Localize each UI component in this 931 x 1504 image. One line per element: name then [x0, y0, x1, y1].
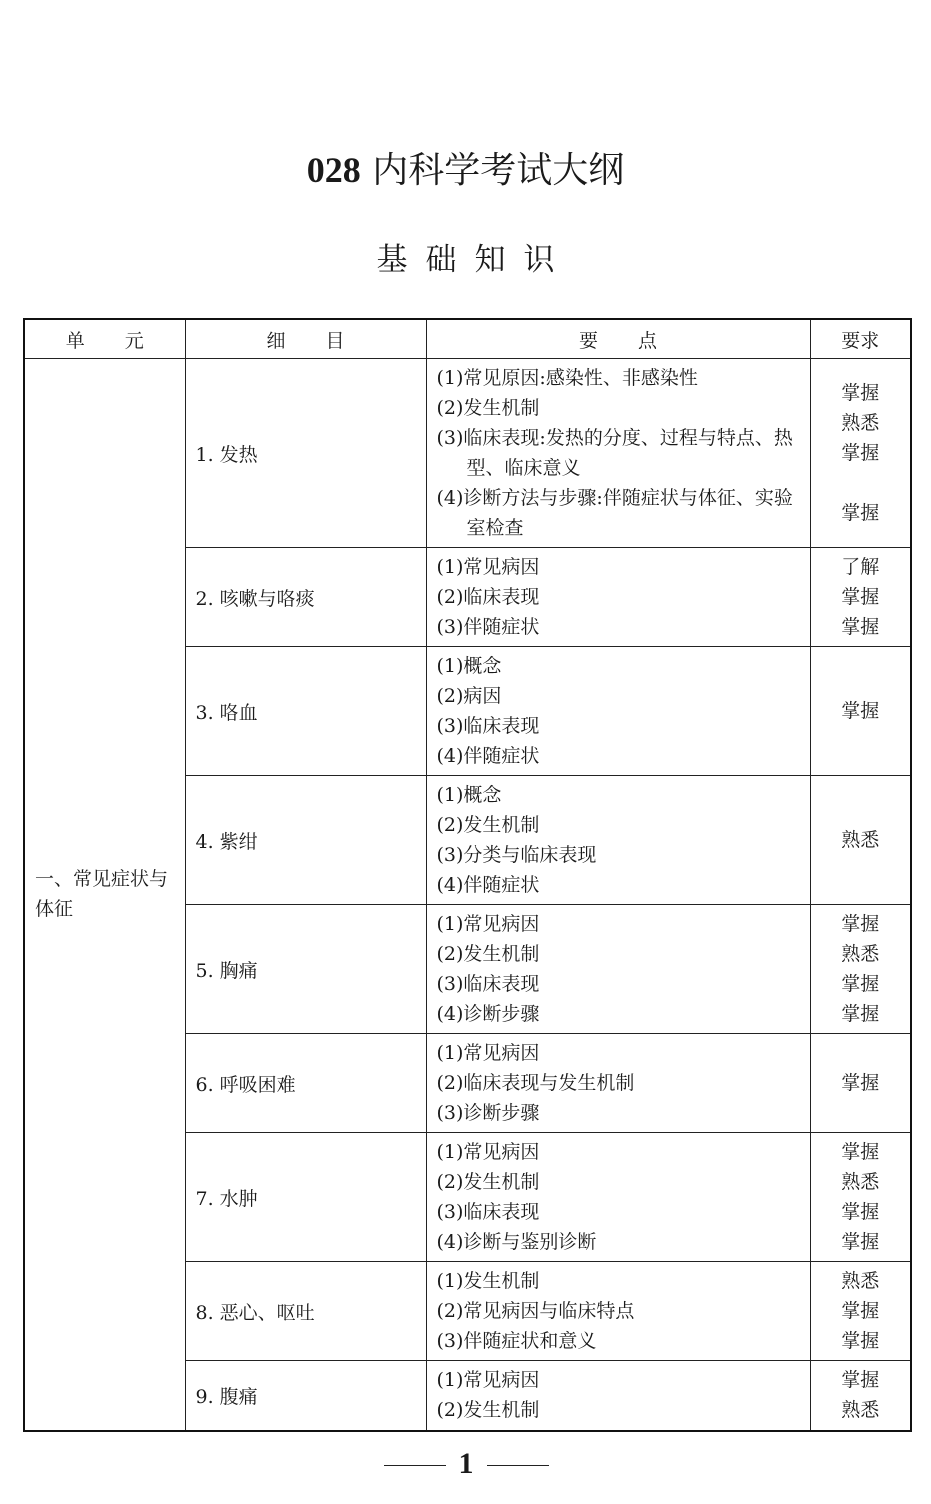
topic-cell: 5. 胸痛 — [185, 905, 426, 1034]
requirement-level: 熟悉 — [841, 1270, 880, 1292]
topic-cell: 4. 紫绀 — [185, 776, 426, 905]
page-number: 1 — [458, 1447, 474, 1480]
syllabus-table — [23, 318, 912, 1432]
point-item: (2)发生机制 — [436, 1399, 540, 1422]
requirement-level: 熟悉 — [841, 829, 880, 851]
point-item: (1)常见病因 — [436, 1141, 540, 1163]
table-body — [24, 359, 911, 1431]
point-item: (3)临床表现 — [436, 973, 540, 995]
requirement-level: 熟悉 — [841, 943, 880, 965]
requirement-cell — [810, 647, 911, 776]
requirement-level: 掌握 — [841, 1201, 880, 1223]
point-item: (2)病因 — [436, 685, 502, 707]
point-item: (2)发生机制 — [436, 397, 540, 419]
unit-label-line: 一、常见症状与 — [35, 868, 169, 891]
points-cell — [426, 1034, 810, 1133]
requirement-level: 掌握 — [841, 616, 880, 638]
point-item: (4)诊断与鉴别诊断 — [436, 1231, 597, 1253]
topic-cell: 8. 恶心、呕吐 — [185, 1262, 426, 1361]
topic-cell: 1. 发热 — [185, 359, 426, 548]
requirement-level: 掌握 — [841, 1330, 880, 1352]
requirement-cell — [810, 359, 911, 548]
point-item: (4)伴随症状 — [436, 874, 540, 896]
point-item: (2)发生机制 — [436, 814, 540, 836]
exam-code: 028 — [306, 150, 361, 190]
requirement-cell — [810, 1133, 911, 1262]
point-item: (1)常见原因:感染性、非感染性 — [436, 367, 698, 389]
table-row — [24, 359, 911, 548]
header-unit: 单元 — [24, 319, 185, 359]
requirement-cell — [810, 1262, 911, 1361]
section-subtitle: 基础知识 — [376, 242, 573, 278]
points-cell — [426, 1361, 810, 1431]
point-item: (1)常见病因 — [436, 913, 540, 935]
topic-cell: 7. 水肿 — [185, 1133, 426, 1262]
requirement-level: 掌握 — [841, 1369, 880, 1392]
topic-cell: 2. 咳嗽与咯痰 — [185, 548, 426, 647]
point-item: (1)发生机制 — [436, 1270, 540, 1292]
point-item: (1)概念 — [436, 784, 502, 806]
unit-label-line: 体征 — [35, 898, 74, 921]
requirement-level: 掌握 — [841, 502, 880, 524]
points-cell — [426, 1262, 810, 1361]
topic-cell: 9. 腹痛 — [185, 1361, 426, 1431]
points-cell — [426, 905, 810, 1034]
requirement-cell — [810, 776, 911, 905]
point-item: (3)临床表现:发热的分度、过程与特点、热型、临床意义 — [436, 427, 793, 479]
point-item: (2)临床表现与发生机制 — [436, 1072, 635, 1094]
point-item: (3)伴随症状 — [436, 616, 540, 638]
header-requirement: 要求 — [810, 319, 911, 359]
point-item: (3)临床表现 — [436, 1201, 540, 1223]
point-item: (2)常见病因与临床特点 — [436, 1300, 635, 1322]
point-item: (1)概念 — [436, 655, 502, 677]
point-item: (4)诊断方法与步骤:伴随症状与体征、实验室检查 — [436, 487, 793, 539]
exam-title: 内科学考试大纲 — [372, 150, 625, 191]
footer-rule-left — [384, 1465, 446, 1466]
requirement-level: 熟悉 — [841, 412, 880, 434]
requirement-level — [811, 468, 911, 498]
points-cell — [426, 776, 810, 905]
requirement-level: 掌握 — [841, 1300, 880, 1322]
point-item: (1)常见病因 — [436, 1369, 540, 1392]
requirement-level: 掌握 — [841, 442, 880, 464]
point-item: (3)诊断步骤 — [436, 1102, 540, 1124]
requirement-level: 掌握 — [841, 913, 880, 935]
point-item: (2)发生机制 — [436, 943, 540, 965]
unit-cell — [24, 359, 185, 1431]
requirement-level: 掌握 — [841, 973, 880, 995]
point-item: (3)伴随症状和意义 — [436, 1330, 597, 1352]
requirement-cell — [810, 1361, 911, 1431]
requirement-cell — [810, 1034, 911, 1133]
point-item: (4)伴随症状 — [436, 745, 540, 767]
requirement-level: 掌握 — [841, 382, 880, 404]
points-cell — [426, 548, 810, 647]
point-item: (3)临床表现 — [436, 715, 540, 737]
points-cell — [426, 1133, 810, 1262]
page-title — [0, 146, 931, 195]
topic-cell: 6. 呼吸困难 — [185, 1034, 426, 1133]
requirement-level: 掌握 — [841, 1072, 880, 1094]
requirement-cell — [810, 905, 911, 1034]
header-points: 要点 — [426, 319, 810, 359]
header-topic: 细目 — [185, 319, 426, 359]
requirement-level: 掌握 — [841, 700, 880, 722]
requirement-cell — [810, 548, 911, 647]
point-item: (1)常见病因 — [436, 556, 540, 578]
requirement-level: 熟悉 — [841, 1171, 880, 1193]
point-item: (4)诊断步骤 — [436, 1003, 540, 1025]
requirement-level: 掌握 — [841, 1231, 880, 1253]
topic-cell: 3. 咯血 — [185, 647, 426, 776]
point-item: (2)发生机制 — [436, 1171, 540, 1193]
point-item: (1)常见病因 — [436, 1042, 540, 1064]
points-cell — [426, 359, 810, 548]
table-header-row — [24, 319, 911, 359]
requirement-level: 熟悉 — [841, 1399, 880, 1422]
requirement-level: 了解 — [841, 556, 880, 578]
points-cell — [426, 647, 810, 776]
requirement-level: 掌握 — [841, 586, 880, 608]
point-item: (2)临床表现 — [436, 586, 540, 608]
requirement-level: 掌握 — [841, 1141, 880, 1163]
requirement-level: 掌握 — [841, 1003, 880, 1025]
footer-rule-right — [487, 1465, 549, 1466]
page-footer — [0, 1444, 931, 1484]
point-item: (3)分类与临床表现 — [436, 844, 597, 866]
